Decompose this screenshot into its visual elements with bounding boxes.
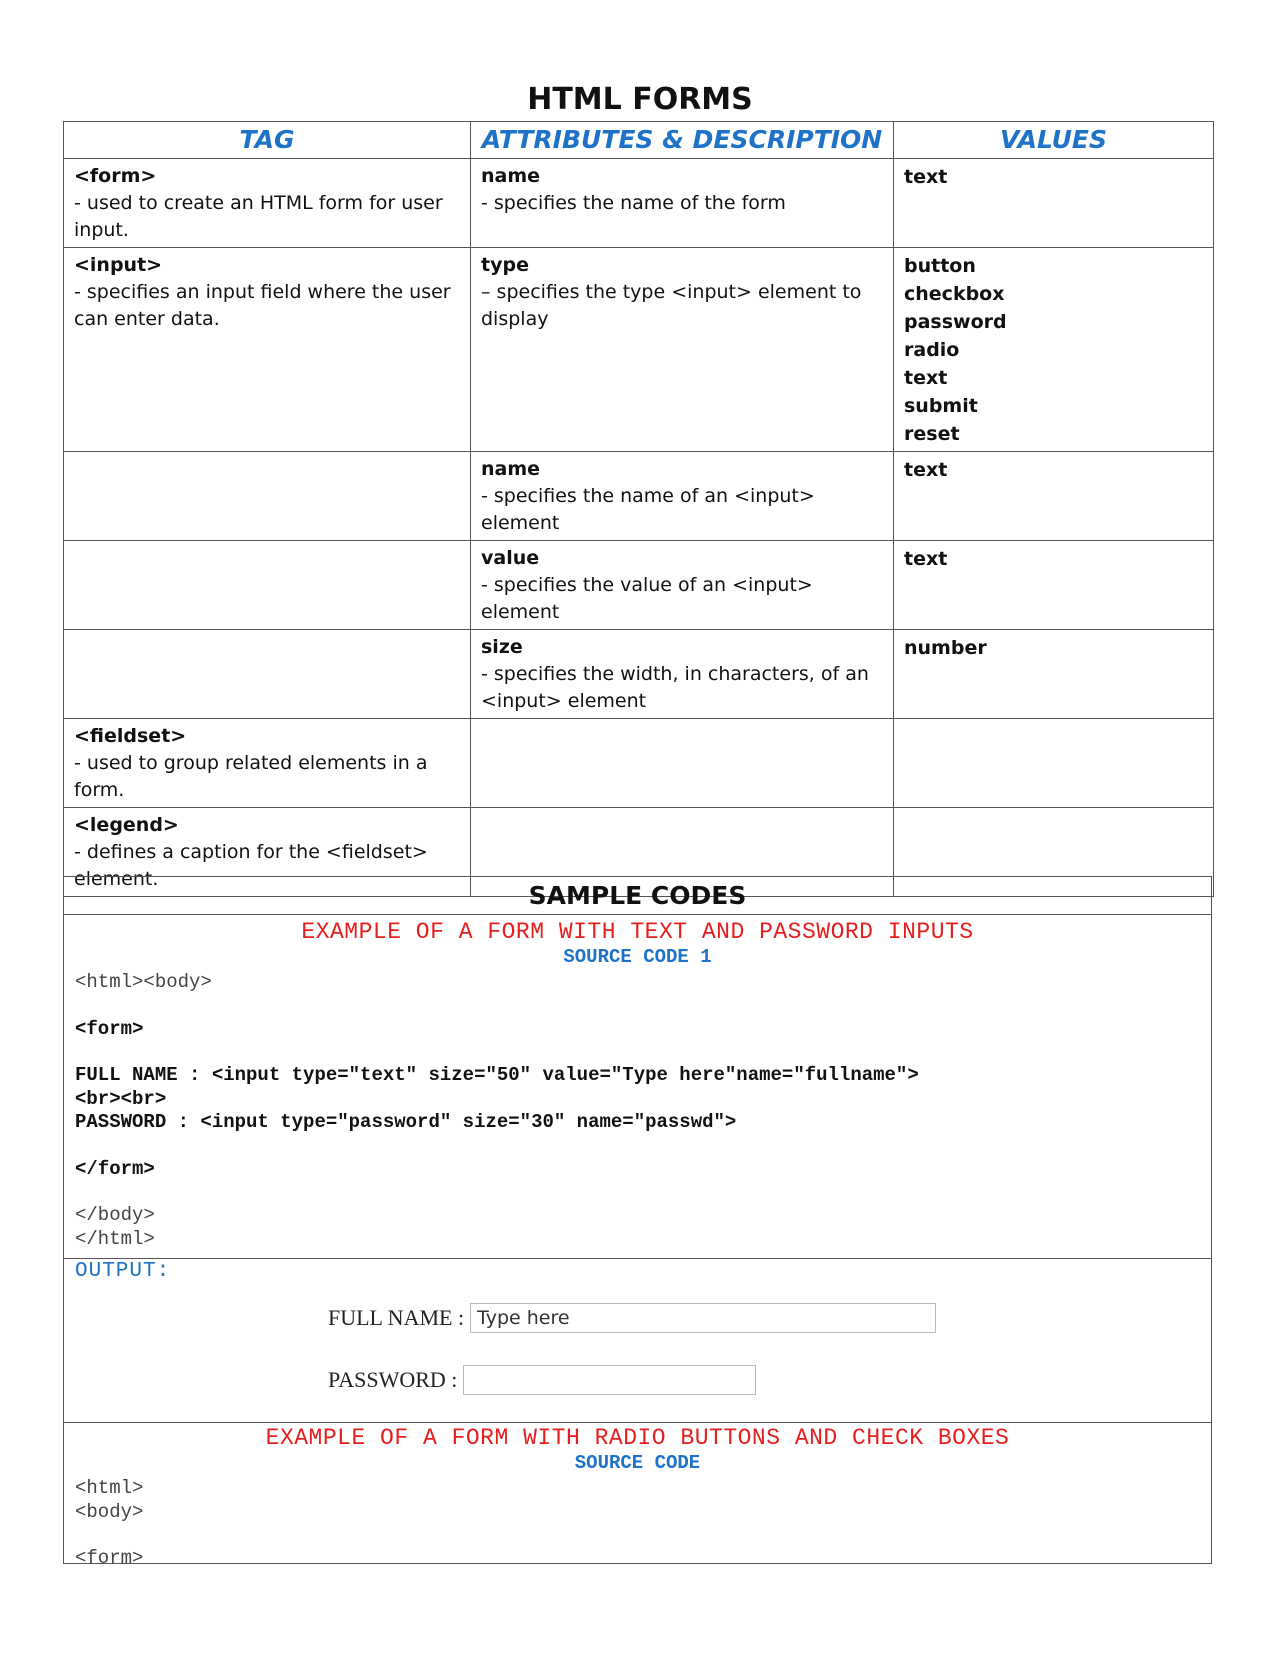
example2-title: EXAMPLE OF A FORM WITH RADIO BUTTONS AND CHECK BOXES xyxy=(265,1425,1010,1451)
values-cell xyxy=(894,159,1214,248)
attribute-description: - specifies the name of an <input> element xyxy=(481,485,815,534)
html-forms-table xyxy=(63,121,1214,897)
attribute-name: type xyxy=(481,254,529,276)
tag-name: <legend> xyxy=(74,814,179,836)
tag-description: - used to group related elements in a form. xyxy=(74,752,428,801)
table-row xyxy=(64,452,1214,541)
tag-name: <fieldset> xyxy=(74,725,187,747)
value-item: checkbox xyxy=(904,283,1005,305)
table-row xyxy=(64,159,1214,248)
table-row xyxy=(64,719,1214,808)
password-input[interactable] xyxy=(463,1365,756,1395)
header-attributes: ATTRIBUTES & DESCRIPTION xyxy=(471,122,894,159)
attribute-name: size xyxy=(481,636,523,658)
tag-cell xyxy=(64,541,471,630)
values-cell xyxy=(894,719,1214,808)
attribute-cell xyxy=(471,719,894,808)
attribute-cell xyxy=(471,248,894,452)
code-line: FULL NAME : <input type="text" size="50" value="Type here"name="fullname"> xyxy=(75,1064,919,1086)
attribute-description: – specifies the type <input> element to display xyxy=(481,281,862,330)
code-line: </body> xyxy=(75,1204,155,1226)
value-item: password xyxy=(904,311,1007,333)
attribute-cell xyxy=(471,159,894,248)
output-label: OUTPUT: xyxy=(75,1260,171,1283)
fullname-input[interactable]: Type here xyxy=(470,1303,936,1333)
example1-section xyxy=(64,915,1211,1259)
value-item: submit xyxy=(904,395,978,417)
values-cell xyxy=(894,541,1214,630)
tag-cell xyxy=(64,248,471,452)
source-code-1-label: SOURCE CODE 1 xyxy=(563,946,712,968)
tag-cell xyxy=(64,159,471,248)
attribute-description: - specifies the name of the form xyxy=(481,192,786,214)
value-item: radio xyxy=(904,339,960,361)
code-line: <html><body> xyxy=(75,971,212,993)
values-cell xyxy=(894,630,1214,719)
values-cell xyxy=(894,452,1214,541)
example2-section xyxy=(64,1423,1211,1571)
tag-description: - defines a caption for the <fieldset> element. xyxy=(74,841,428,890)
attribute-cell xyxy=(471,452,894,541)
header-values: VALUES xyxy=(894,122,1214,159)
page-title: HTML FORMS xyxy=(527,82,753,117)
example1-title: EXAMPLE OF A FORM WITH TEXT AND PASSWORD INPUTS xyxy=(301,919,974,945)
password-label: PASSWORD : xyxy=(328,1367,458,1392)
attribute-cell xyxy=(471,541,894,630)
sample-codes-box xyxy=(63,876,1212,1569)
tag-name: <form> xyxy=(74,165,157,187)
code-line: <html> xyxy=(75,1477,144,1499)
values-cell xyxy=(894,248,1214,452)
source-code-label: SOURCE CODE xyxy=(574,1452,701,1474)
fullname-label: FULL NAME : xyxy=(328,1305,465,1330)
value-item: text xyxy=(904,367,948,389)
tag-description: - specifies an input field where the user can enter data. xyxy=(74,281,451,330)
code-line: <form> xyxy=(75,1017,144,1040)
output-section xyxy=(64,1259,1211,1423)
table-row xyxy=(64,248,1214,452)
fullname-output-row xyxy=(328,1303,936,1333)
value-item: text xyxy=(904,459,948,481)
code-line: </html> xyxy=(75,1227,155,1250)
code-line: <br><br> xyxy=(75,1087,167,1110)
code-line: </form> xyxy=(75,1157,155,1180)
value-item: button xyxy=(904,255,976,277)
attribute-cell xyxy=(471,630,894,719)
tag-name: <input> xyxy=(74,254,163,276)
attribute-name: value xyxy=(481,547,540,569)
table-row xyxy=(64,541,1214,630)
tag-cell xyxy=(64,719,471,808)
tag-description: - used to create an HTML form for user input. xyxy=(74,192,443,241)
code-line: PASSWORD : <input type="password" size="30" name="passwd"> xyxy=(75,1111,737,1133)
password-output-row xyxy=(328,1365,756,1395)
tag-cell xyxy=(64,630,471,719)
code-line: <form> xyxy=(75,1547,144,1569)
sample-codes-title: SAMPLE CODES xyxy=(64,877,1211,915)
tag-cell xyxy=(64,452,471,541)
header-tag: TAG xyxy=(64,122,471,159)
attribute-name: name xyxy=(481,165,541,187)
value-item: reset xyxy=(904,423,960,445)
value-item: text xyxy=(904,166,948,188)
attribute-description: - specifies the width, in characters, of an <input> element xyxy=(481,663,869,712)
code-line: <body> xyxy=(75,1500,144,1523)
attribute-name: name xyxy=(481,458,541,480)
table-header-row xyxy=(64,122,1214,159)
table-row xyxy=(64,630,1214,719)
value-item: text xyxy=(904,548,948,570)
attribute-description: - specifies the value of an <input> element xyxy=(481,574,813,623)
value-item: number xyxy=(904,637,987,659)
